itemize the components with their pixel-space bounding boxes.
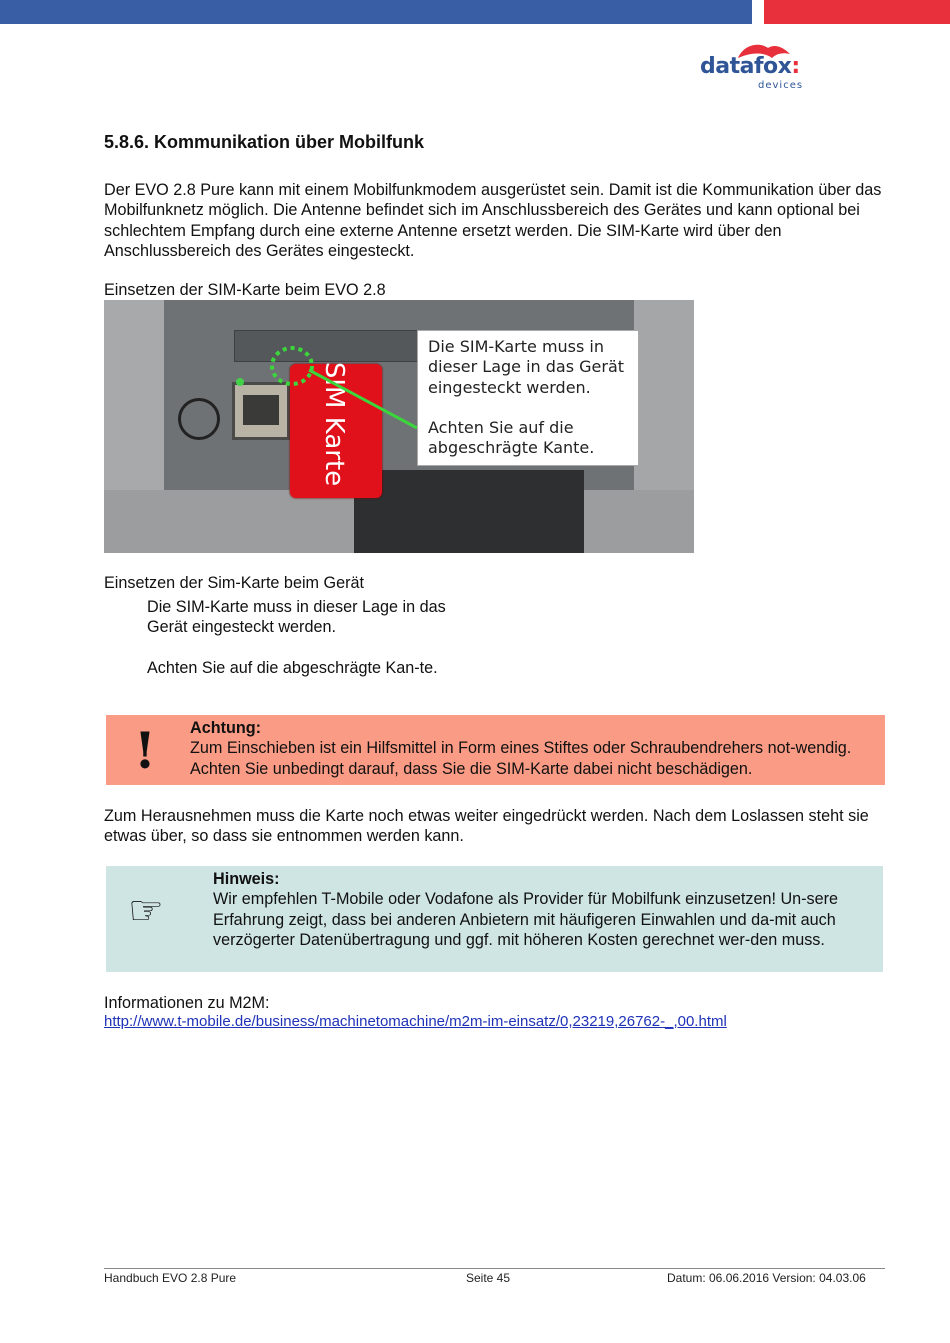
warning-box — [106, 715, 885, 785]
figure-caption: Einsetzen der Sim-Karte beim Gerät — [104, 574, 365, 592]
figure-title: Einsetzen der SIM-Karte beim EVO 2.8 — [104, 281, 386, 299]
note-text: Wir empfehlen T-Mobile oder Vodafone als Provider für Mobilfunk einzusetzen! Un-sere Erfahrung zeigt, dass bei anderen Anbietern mit häufigeren Einwahlen und da-mit auch verzögerter Datenübertragung und ggf. mit höheren Kosten gerechnet wer-den muss. — [213, 890, 839, 949]
caption-body — [147, 597, 447, 678]
pointing-hand-icon: ☞ — [128, 888, 164, 934]
sim-card-label: SIM Karte — [319, 361, 349, 487]
note-box — [106, 866, 883, 972]
footer-divider — [104, 1268, 885, 1269]
footer-manual-title: Handbuch EVO 2.8 Pure — [104, 1271, 237, 1285]
warning-text-block — [190, 718, 880, 779]
removal-paragraph: Zum Herausnehmen muss die Karte noch etwas weiter eingedrückt werden. Nach dem Loslassen steht sie etwas über, so dass sie entnommen werden kann. — [104, 807, 869, 846]
footer-date-version: Datum: 06.06.2016 Version: 04.03.06 — [667, 1271, 866, 1285]
logo-wordmark: datafox: — [700, 54, 800, 79]
intro-paragraph: Der EVO 2.8 Pure kann mit einem Mobilfunkmodem ausgerüstet sein. Damit ist die Kommunikation über das Mobilfunknetz möglich. Die Antenne befindet sich im Anschlussbereich des Gerätes und kann optional bei schlechtem Empfang durch eine externe Antenne ersetzt werden. Die SIM-Karte wird über den Anschlussbereich des Gerätes eingesteckt. — [104, 181, 882, 260]
caption-text-2: Achten Sie auf die abgeschrägte Kan-te. — [147, 658, 438, 677]
photo-callout — [417, 330, 639, 466]
section-heading: 5.8.6. Kommunikation über Mobilfunk — [104, 132, 425, 152]
top-bar-red — [764, 0, 950, 24]
note-title: Hinweis: — [213, 870, 280, 888]
caption-text-1: Die SIM-Karte muss in dieser Lage in das Gerät eingesteckt werden. — [147, 598, 446, 637]
m2m-link[interactable]: http://www.t-mobile.de/business/machinetomachine/m2m-im-einsatz/0,23219,26762-_,00.html — [104, 1013, 727, 1030]
datafox-logo — [700, 40, 820, 96]
sim-insertion-photo — [104, 300, 694, 553]
callout-line-2: Achten Sie auf die abgeschrägte Kante. — [428, 417, 595, 458]
note-text-block — [213, 869, 875, 950]
warning-text: Zum Einschieben ist ein Hilfsmittel in Form eines Stiftes oder Schraubendrehers not-wendig. Achten Sie unbedingt darauf, dass Sie die SIM-Karte dabei nicht beschädigen. — [190, 739, 852, 778]
exclamation-icon: ! — [134, 721, 156, 780]
warning-title: Achtung: — [190, 719, 262, 737]
logo-subtitle: devices — [758, 80, 804, 91]
callout-line-1: Die SIM-Karte muss in dieser Lage in das Gerät eingesteckt werden. — [428, 337, 625, 397]
footer-page-number: Seite 45 — [466, 1271, 511, 1285]
top-bar-blue — [0, 0, 752, 24]
m2m-label: Informationen zu M2M: — [104, 994, 270, 1012]
